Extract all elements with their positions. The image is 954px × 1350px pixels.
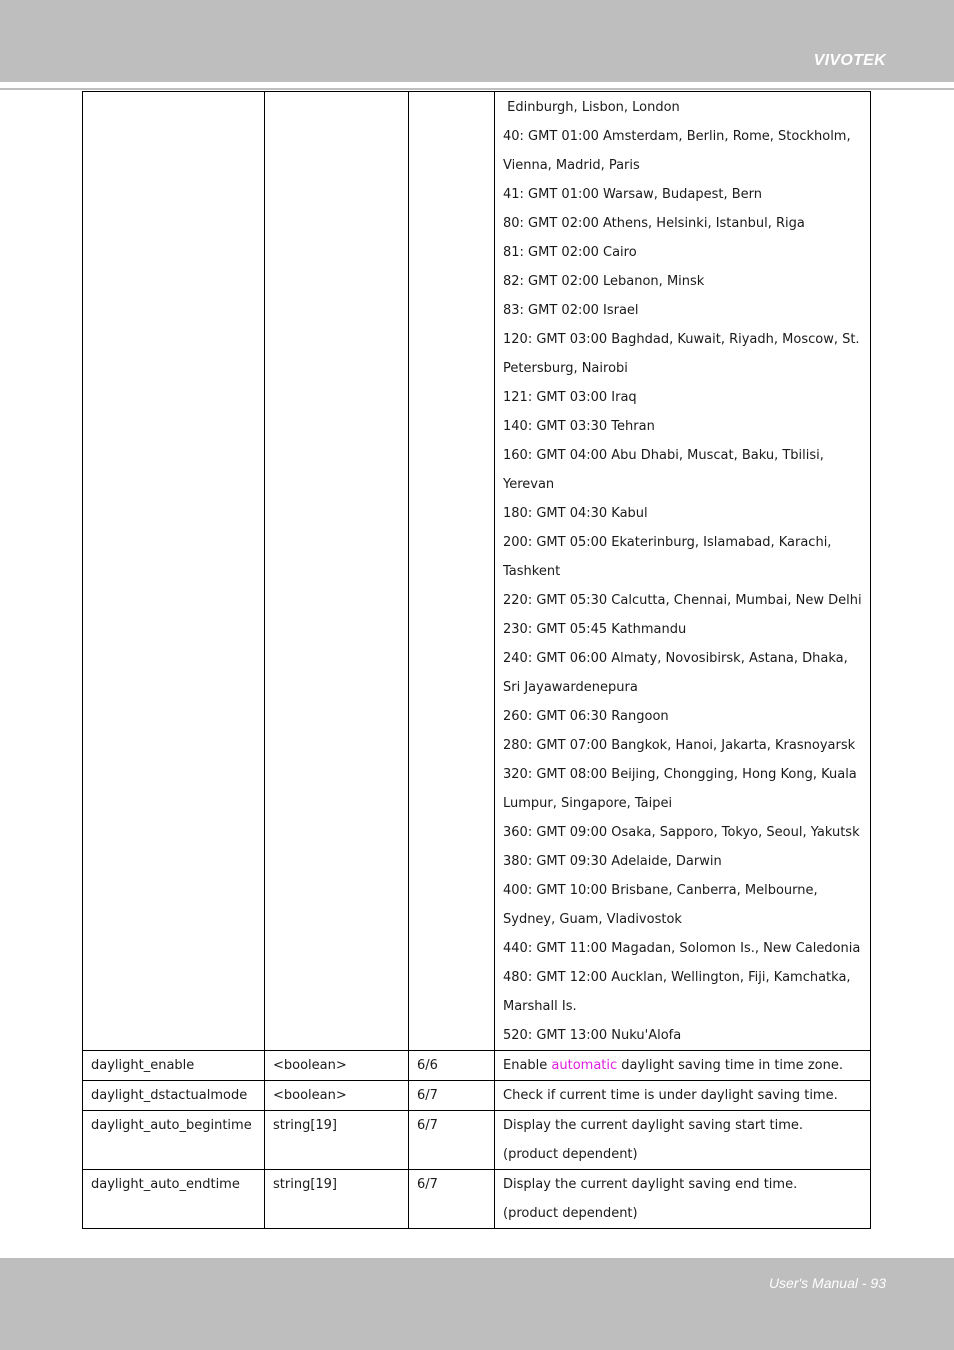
description-text: Enable <box>503 1058 552 1073</box>
timezone-line: 520: GMT 13:00 Nuku'Alofa <box>503 1028 682 1043</box>
page-header <box>0 0 954 82</box>
cell-security: 6/6 <box>409 1051 495 1081</box>
description-text: Display the current daylight saving start time. <box>503 1118 803 1133</box>
timezone-line: Sydney, Guam, Vladivostok <box>503 912 682 927</box>
description-text: Check if current time is under daylight saving time. <box>503 1088 838 1103</box>
timezone-line: 121: GMT 03:00 Iraq <box>503 390 637 405</box>
description-text: daylight saving time in time zone. <box>617 1058 843 1073</box>
parameter-table <box>82 91 871 1229</box>
timezone-line: 120: GMT 03:00 Baghdad, Kuwait, Riyadh, Moscow, St. <box>503 332 860 347</box>
table-row-timezone-continued <box>83 92 871 1051</box>
cell-description <box>495 1111 871 1170</box>
timezone-line: Tashkent <box>503 564 561 579</box>
cell-type <box>265 92 409 1051</box>
page-footer <box>0 1258 954 1350</box>
timezone-line: 320: GMT 08:00 Beijing, Chongging, Hong Kong, Kuala <box>503 767 857 782</box>
table-row <box>83 1111 871 1170</box>
timezone-line: 41: GMT 01:00 Warsaw, Budapest, Bern <box>503 187 763 202</box>
cell-name: daylight_auto_begintime <box>83 1111 265 1170</box>
timezone-line: Petersburg, Nairobi <box>503 361 628 376</box>
timezone-line: 400: GMT 10:00 Brisbane, Canberra, Melbourne, <box>503 883 818 898</box>
description-note: (product dependent) <box>503 1147 638 1162</box>
cell-type: string[19] <box>265 1170 409 1229</box>
cell-name: daylight_dstactualmode <box>83 1081 265 1111</box>
description-note: (product dependent) <box>503 1206 638 1221</box>
cell-description <box>495 92 871 1051</box>
cell-description <box>495 1081 871 1111</box>
timezone-line: 380: GMT 09:30 Adelaide, Darwin <box>503 854 722 869</box>
timezone-line: 40: GMT 01:00 Amsterdam, Berlin, Rome, Stockholm, <box>503 129 851 144</box>
timezone-line: 80: GMT 02:00 Athens, Helsinki, Istanbul, Riga <box>503 216 805 231</box>
table-row <box>83 1170 871 1229</box>
cell-security: 6/7 <box>409 1081 495 1111</box>
timezone-line: Lumpur, Singapore, Taipei <box>503 796 673 811</box>
timezone-line: 83: GMT 02:00 Israel <box>503 303 639 318</box>
cell-name: daylight_enable <box>83 1051 265 1081</box>
cell-type: string[19] <box>265 1111 409 1170</box>
timezone-line: 360: GMT 09:00 Osaka, Sapporo, Tokyo, Seoul, Yakutsk <box>503 825 860 840</box>
cell-description <box>495 1051 871 1081</box>
cell-name <box>83 92 265 1051</box>
timezone-line: 160: GMT 04:00 Abu Dhabi, Muscat, Baku, Tbilisi, <box>503 448 824 463</box>
timezone-line: 440: GMT 11:00 Magadan, Solomon Is., New Caledonia <box>503 941 861 956</box>
brand-logo-text: VIVOTEK <box>813 52 886 69</box>
timezone-line: 260: GMT 06:30 Rangoon <box>503 709 669 724</box>
timezone-line: 200: GMT 05:00 Ekaterinburg, Islamabad, Karachi, <box>503 535 832 550</box>
table-row <box>83 1081 871 1111</box>
cell-security: 6/7 <box>409 1170 495 1229</box>
header-divider <box>0 88 954 90</box>
table-row <box>83 1051 871 1081</box>
timezone-line: 220: GMT 05:30 Calcutta, Chennai, Mumbai, New Delhi <box>503 593 862 608</box>
timezone-line: Yerevan <box>503 477 555 492</box>
timezone-line: 240: GMT 06:00 Almaty, Novosibirsk, Astana, Dhaka, <box>503 651 848 666</box>
cell-type: <boolean> <box>265 1051 409 1081</box>
cell-description <box>495 1170 871 1229</box>
timezone-line: Sri Jayawardenepura <box>503 680 638 695</box>
timezone-line: 280: GMT 07:00 Bangkok, Hanoi, Jakarta, Krasnoyarsk <box>503 738 856 753</box>
timezone-line: 480: GMT 12:00 Aucklan, Wellington, Fiji, Kamchatka, <box>503 970 851 985</box>
timezone-line: Marshall Is. <box>503 999 577 1014</box>
timezone-line: 180: GMT 04:30 Kabul <box>503 506 648 521</box>
timezone-line: 230: GMT 05:45 Kathmandu <box>503 622 687 637</box>
page-number: User's Manual - 93 <box>768 1275 886 1291</box>
cell-name: daylight_auto_endtime <box>83 1170 265 1229</box>
timezone-line: 81: GMT 02:00 Cairo <box>503 245 637 260</box>
timezone-line: 140: GMT 03:30 Tehran <box>503 419 655 434</box>
timezone-line: 82: GMT 02:00 Lebanon, Minsk <box>503 274 705 289</box>
description-text: Display the current daylight saving end time. <box>503 1177 798 1192</box>
timezone-line: Edinburgh, Lisbon, London <box>503 100 680 115</box>
cell-security <box>409 92 495 1051</box>
cell-security: 6/7 <box>409 1111 495 1170</box>
timezone-line: Vienna, Madrid, Paris <box>503 158 640 173</box>
highlighted-word: automatic <box>551 1058 618 1073</box>
cell-type: <boolean> <box>265 1081 409 1111</box>
